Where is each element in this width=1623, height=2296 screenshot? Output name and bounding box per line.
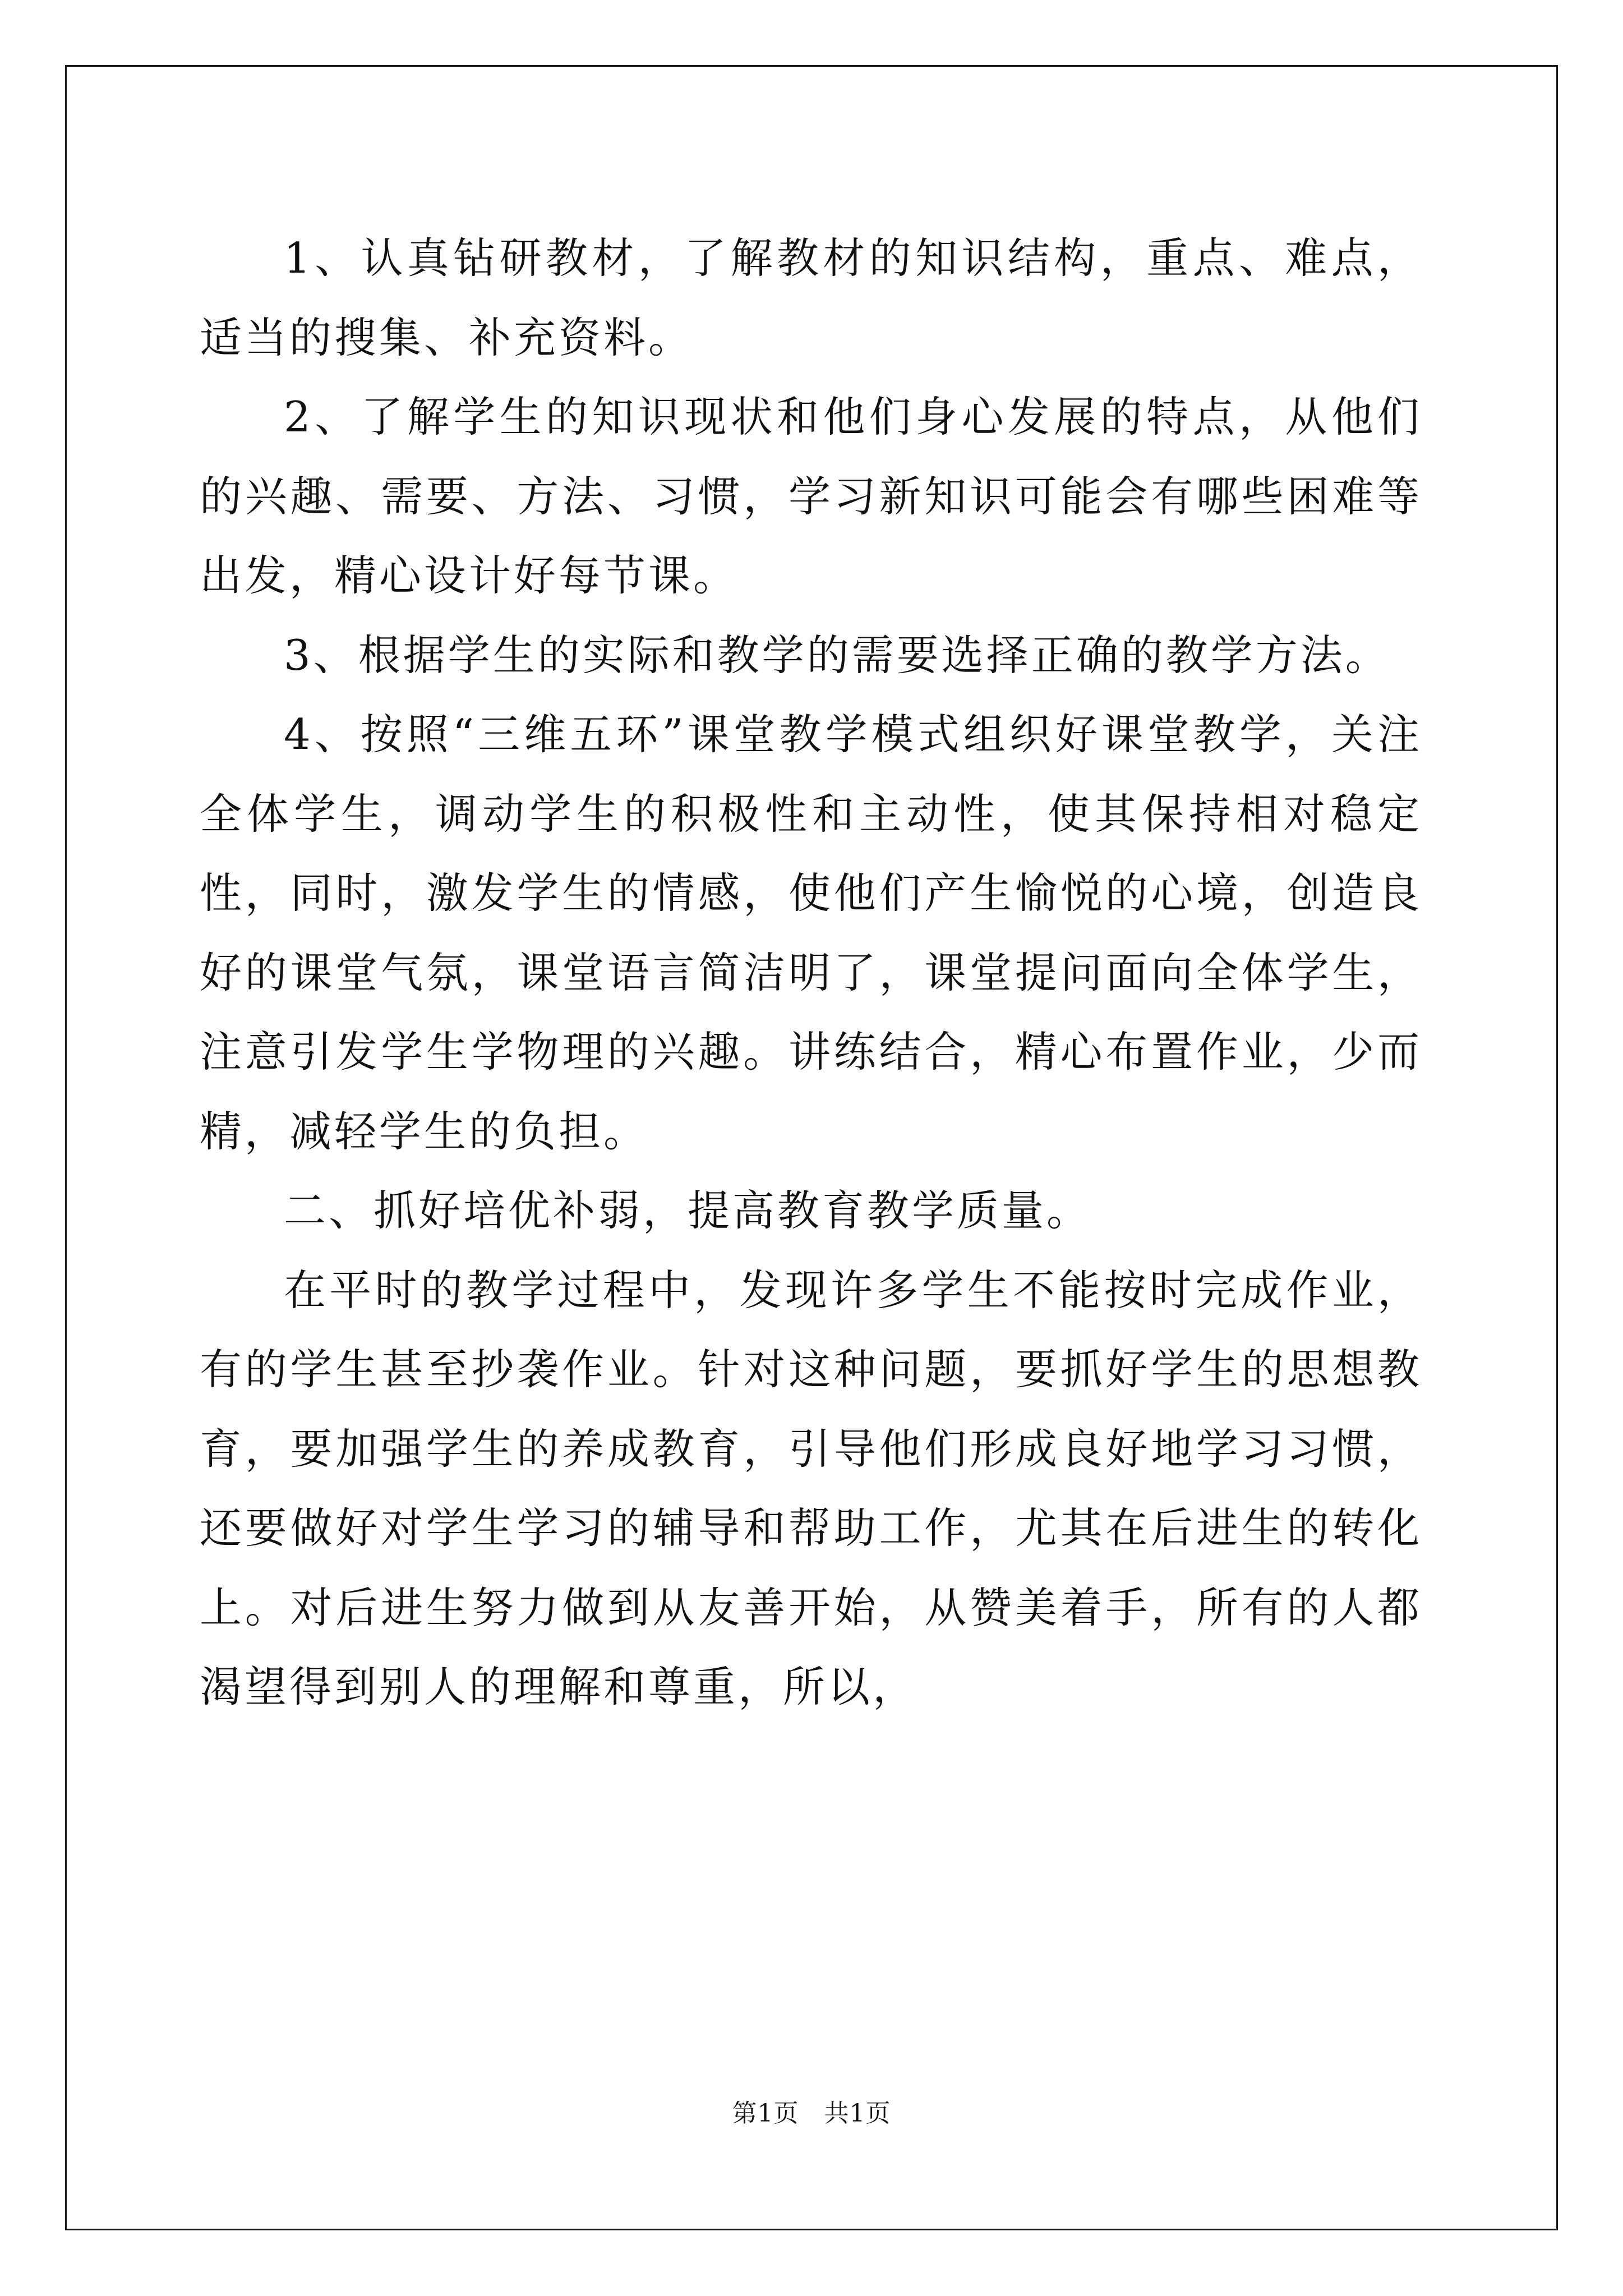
paragraph-2: 2、了解学生的知识现状和他们身心发展的特点，从他们的兴趣、需要、方法、习惯，学习新知识可能会有哪些困难等出发，精心设计好每节课。 — [200, 392, 1422, 600]
page-footer — [0, 2098, 1623, 2129]
paragraph-4: 4、按照“三维五环”课堂教学模式组织好课堂教学，关注全体学生，调动学生的积极性和主动性，使其保持相对稳定性，同时，激发学生的情感，使他们产生愉悦的心境，创造良好的课堂气氛，课堂语言简洁明了，课堂提问面向全体学生，注意引发学生学物理的兴趣。讲练结合，精心布置作业，少而精，减轻学生的负担。 — [200, 710, 1422, 1156]
paragraph-3: 3、根据学生的实际和教学的需要选择正确的教学方法。 — [284, 630, 1390, 680]
paragraph-1: 1、认真钻研教材，了解教材的知识结构，重点、难点，适当的搜集、补充资料。 — [200, 233, 1422, 362]
paragraph-6: 在平时的教学过程中，发现许多学生不能按时完成作业，有的学生甚至抄袭作业。针对这种问题，要抓好学生的思想教育，要加强学生的养成教育，引导他们形成良好地学习习惯，还要做好对学生学习的辅导和帮助工作，尤其在后进生的转化上。对后进生努力做到从友善开始，从赞美着手，所有的人都渴望得到别人的理解和尊重，所以， — [200, 1265, 1422, 1711]
page-number: 第1页 — [732, 2099, 799, 2128]
paragraph-5: 二、抓好培优补弱，提高教育教学质量。 — [284, 1186, 1092, 1235]
page-total: 共1页 — [824, 2099, 891, 2128]
document-body — [200, 219, 1422, 1727]
